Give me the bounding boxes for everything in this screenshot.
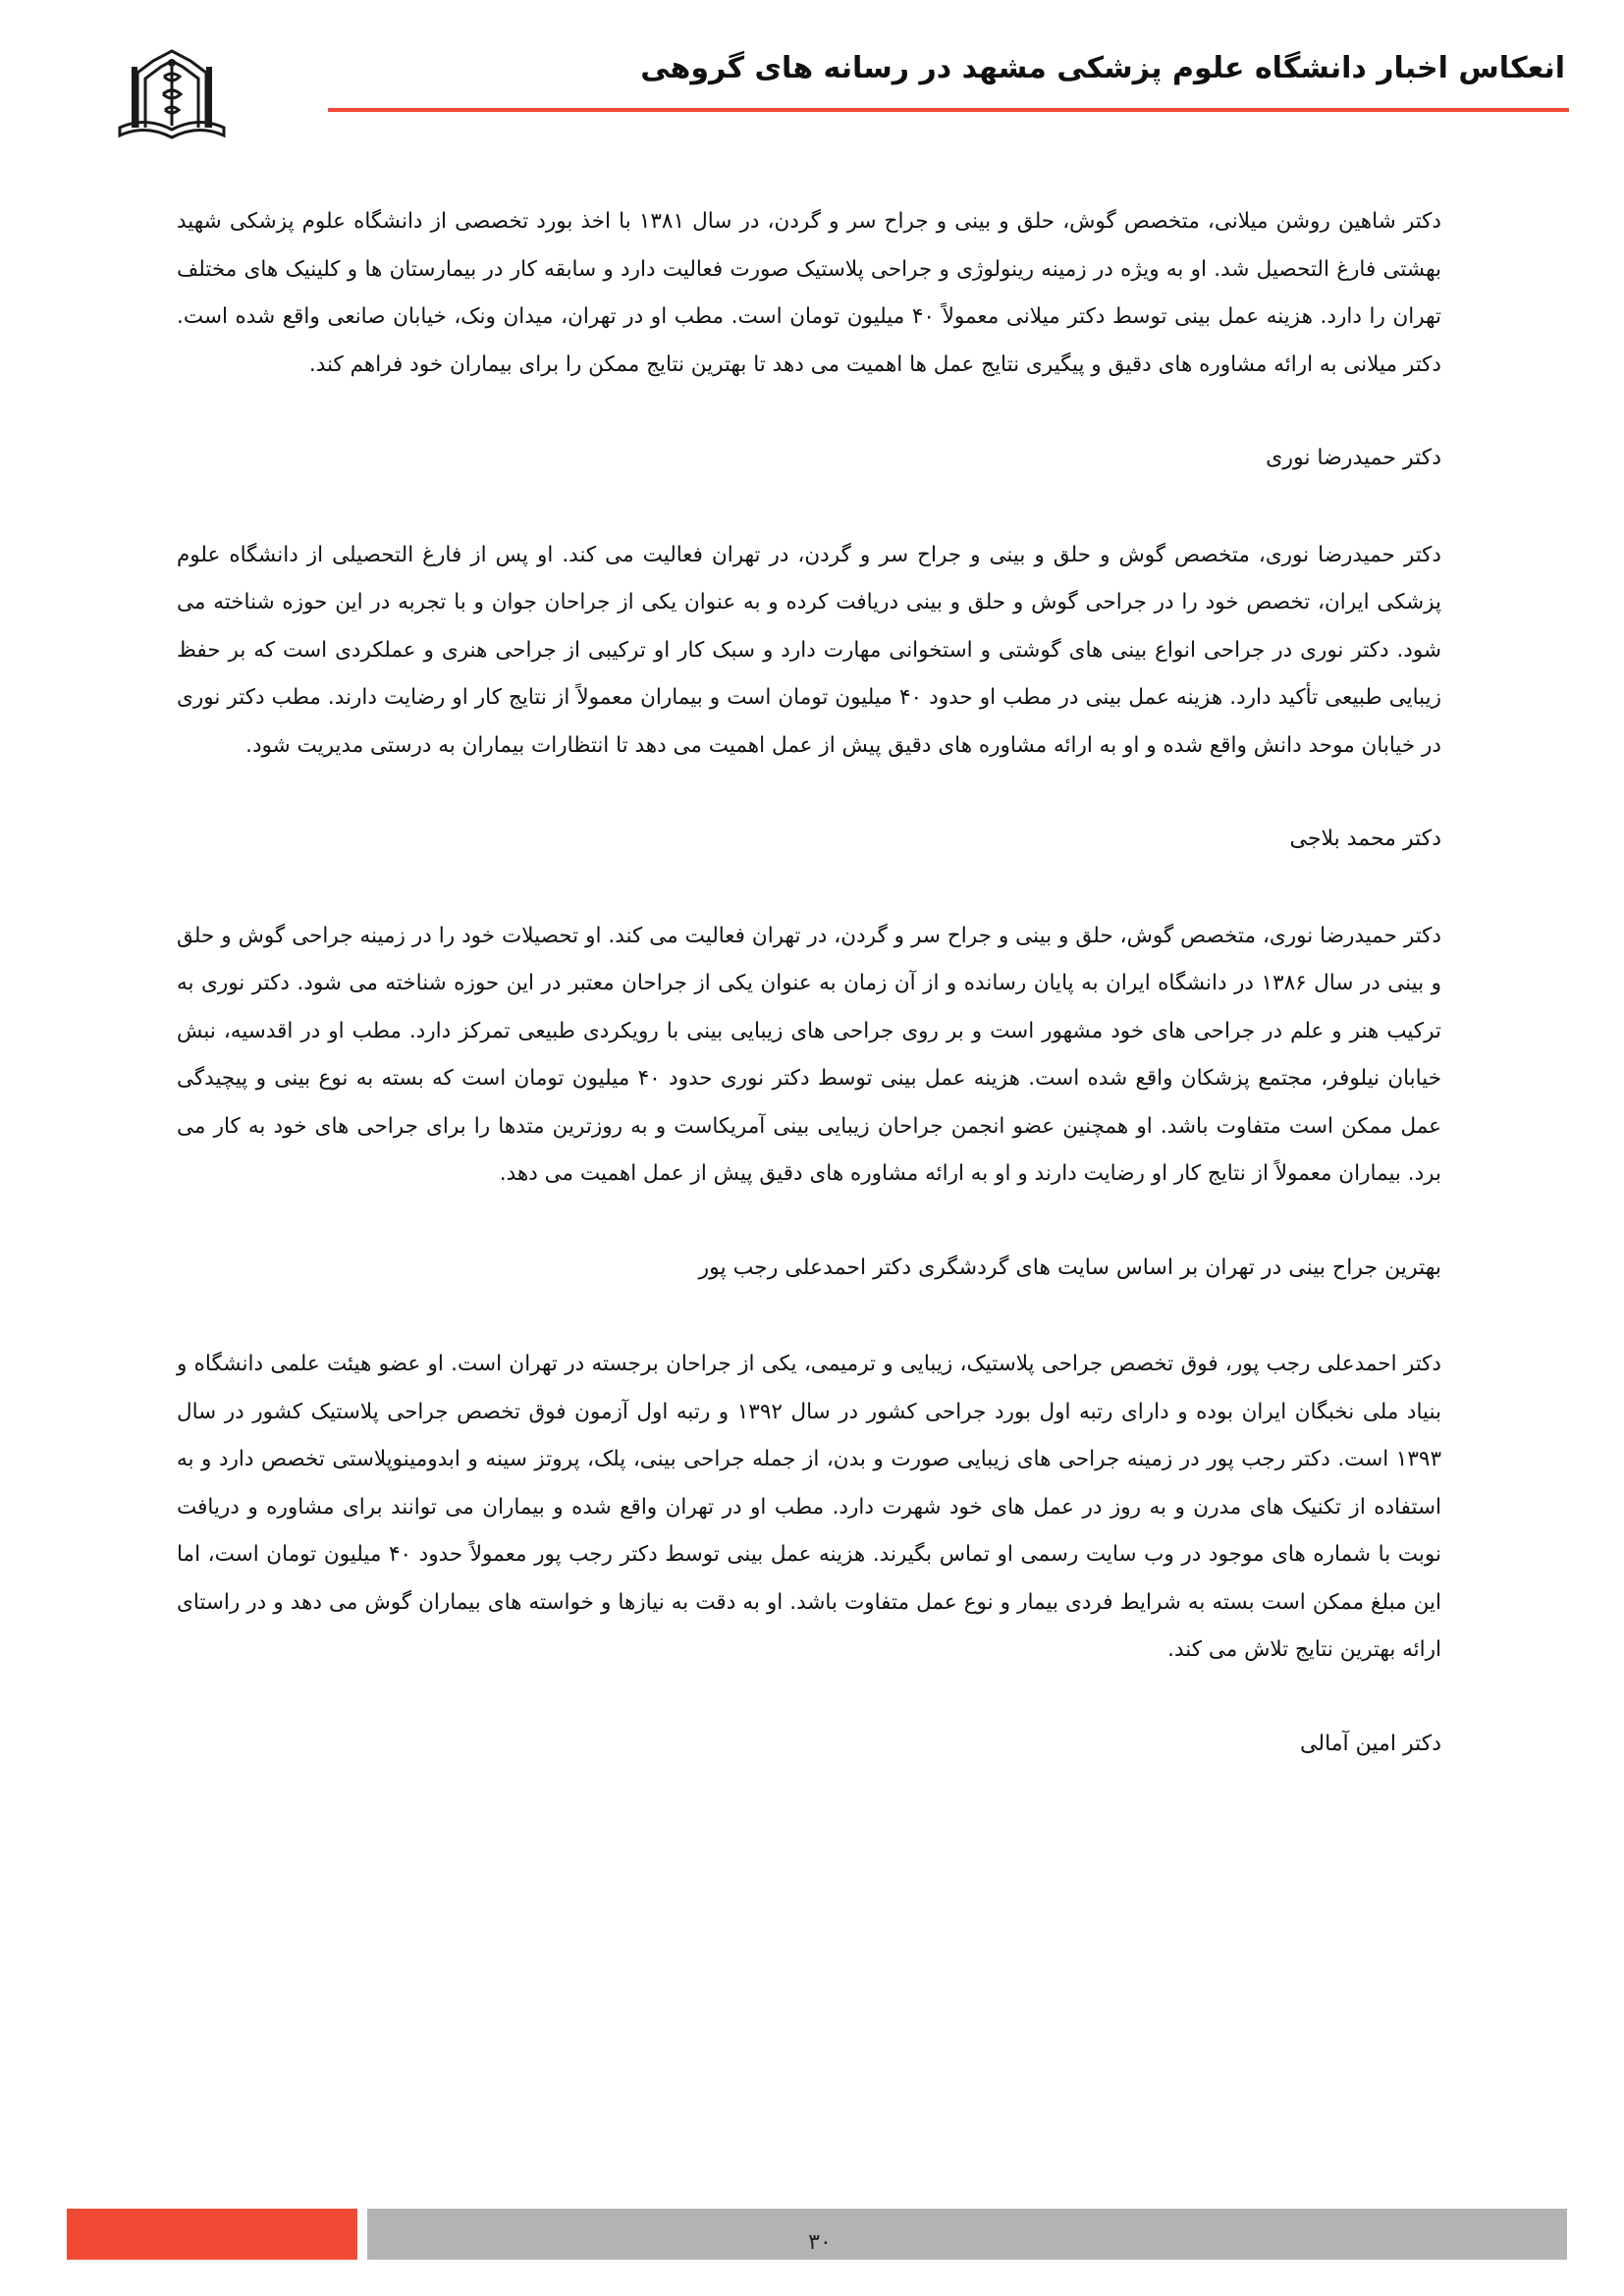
paragraph-nouri: دکتر حمیدرضا نوری، متخصص گوش و حلق و بینی و جراح سر و گردن، در تهران فعالیت می کند. او پس از فارغ التحصیلی از دانشگاه علوم پزشکی ایران، تخصص خود را در جراحی گوش و حلق و بینی دریافت کرده و به عنوان یکی از جراحان جوان و با تجربه در این حوزه شناخته می شود. دکتر نوری در جراحی انواع بینی های گوشتی و استخوانی مهارت دارد و سبک کار او ترکیبی از جراحی هنری و عملکردی است که بر حفظ زیبایی طبیعی تأکید دارد. هزینه عمل بینی در مطب او حدود ۴۰ میلیون تومان است و بیماران معمولاً از نتایج کار او رضایت دارند. مطب دکتر نوری در خیابان موحد دانش واقع شده و او به ارائه مشاوره های دقیق پیش از عمل اهمیت می دهد تا انتظارات بیماران به درستی مدیریت شود.: [177, 542, 1442, 758]
heading-mohammad-balaji: دکتر محمد بلاجی: [1289, 827, 1441, 851]
paragraph-milani: دکتر شاهین روشن میلانی، متخصص گوش، حلق و بینی و جراح سر و گردن، در سال ۱۳۸۱ با اخذ بورد تخصصی از دانشگاه علوم پزشکی شهید بهشتی فارغ التحصیل شد. او به ویژه در زمینه رینولوژی و جراحی پلاستیک صورت فعالیت دارد و سابقه کار در بیمارستان ها و کلینیک های مختلف تهران را دارد. هزینه عمل بینی توسط دکتر میلانی معمولاً ۴۰ میلیون تومان است. مطب او در تهران، میدان ونک، خیابان صانعی واقع شده است. دکتر میلانی به ارائه مشاوره های دقیق و پیگیری نتایج عمل ها اهمیت می دهد تا بهترین نتایج ممکن را برای بیماران خود فراهم کند.: [177, 209, 1441, 377]
footer-gray-bar: [367, 2209, 1567, 2260]
footer-accent-bar: [67, 2209, 357, 2260]
page-number: ۳۰: [808, 2230, 832, 2255]
university-logo: [98, 37, 245, 165]
document-header-title: انعکاس اخبار دانشگاه علوم پزشکی مشهد در رسانه های گروهی: [640, 51, 1565, 85]
article-body: [177, 198, 1441, 1768]
heading-rajabpour: بهترین جراح بینی در تهران بر اساس سایت های گردشگری دکتر احمدعلی رجب پور: [698, 1255, 1441, 1280]
paragraph-rajabpour: دکتر احمدعلی رجب پور، فوق تخصص جراحی پلاستیک، زیبایی و ترمیمی، یکی از جراحان برجسته در تهران است. او عضو هیئت علمی دانشگاه و بنیاد ملی نخبگان ایران بوده و دارای رتبه اول بورد جراحی کشور در سال ۱۳۹۲ و رتبه اول آزمون فوق تخصص جراحی پلاستیک کشور در سال ۱۳۹۳ است. دکتر رجب پور در زمینه جراحی های زیبایی صورت و بدن، از جمله جراحی بینی، پلک، پروتز سینه و ابدومینوپلاستی تخصص دارد و به استفاده از تکنیک های مدرن و به روز در عمل های خود شهرت دارد. مطب او در تهران واقع شده و بیماران می توانند برای مشاوره و دریافت نوبت با شماره های موجود در وب سایت رسمی او تماس بگیرند. هزینه عمل بینی توسط دکتر رجب پور معمولاً حدود ۴۰ میلیون تومان است، اما این مبلغ ممکن است بسته به شرایط فردی بیمار و نوع عمل متفاوت باشد. او به دقت به نیازها و خواسته های بیماران گوش می دهد و در راستای ارائه بهترین نتایج تلاش می کند.: [177, 1352, 1441, 1662]
heading-amin-amali: دکتر امین آمالی: [1300, 1731, 1441, 1756]
university-logo-icon: [98, 37, 245, 165]
paragraph-balaji: دکتر حمیدرضا نوری، متخصص گوش، حلق و بینی و جراح سر و گردن، در تهران فعالیت می کند. او تحصیلات خود را در زمینه جراحی گوش و حلق و بینی در سال ۱۳۸۶ در دانشگاه ایران به پایان رسانده و از آن زمان به عنوان یکی از جراحان معتبر در این حوزه شناخته می شود. دکتر نوری به ترکیب هنر و علم در جراحی های خود مشهور است و بر روی جراحی های زیبایی بینی با رویکردی طبیعی تمرکز دارد. مطب او در اقدسیه، نبش خیابان نیلوفر، مجتمع پزشکان واقع شده است. هزینه عمل بینی توسط دکتر نوری حدود ۴۰ میلیون تومان است که بسته به نوع بینی و پیچیدگی عمل ممکن است متفاوت باشد. او همچنین عضو انجمن جراحان زیبایی بینی آمریکاست و به روزترین متدها را برای جراحی های خود به کار می برد. بیماران معمولاً از نتایج کار او رضایت دارند و او به ارائه مشاوره های دقیق پیش از عمل اهمیت می دهد.: [177, 923, 1441, 1186]
header-divider: [328, 108, 1569, 112]
heading-hamidreza-nouri: دکتر حمیدرضا نوری: [1266, 446, 1441, 470]
